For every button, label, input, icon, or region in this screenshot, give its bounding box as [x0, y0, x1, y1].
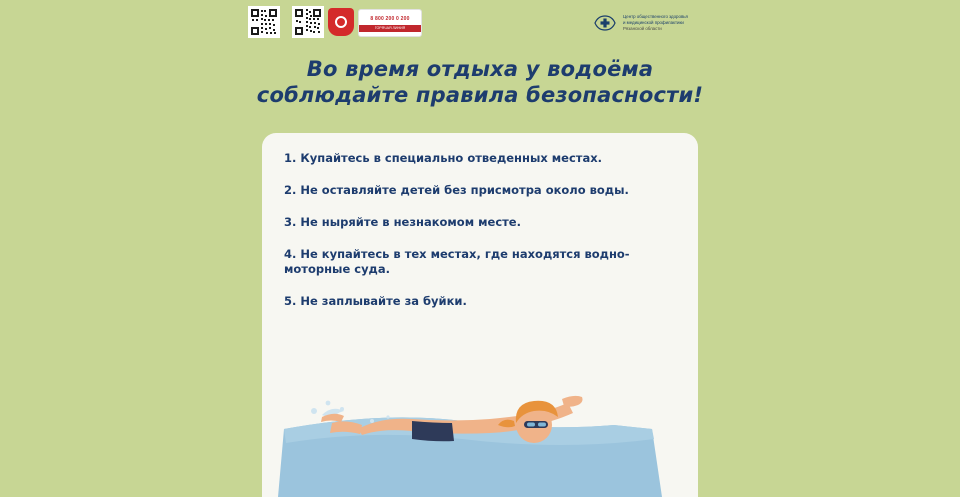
rules-card [262, 133, 698, 497]
organization-logo [592, 4, 720, 42]
page-title [0, 56, 960, 108]
headline-line-2: соблюдайте правила безопасности! [256, 83, 704, 107]
qr-code-icon[interactable] [292, 6, 324, 38]
list-item: 3. Не ныряйте в незнакомом месте. [284, 215, 521, 229]
top-logo-strip [0, 0, 960, 46]
list-item: 5. Не заплывайте за буйки. [284, 294, 467, 308]
list-item: 4. Не купайтесь в тех местах, где находятся водно-моторные суда. [284, 247, 630, 276]
qr-code-icon[interactable] [248, 6, 280, 38]
hotline-badge [358, 9, 422, 37]
organization-line-3: Рязанской области [623, 26, 662, 31]
organization-line-2: и медицинской профилактики [623, 20, 684, 25]
shield-emblem-icon [328, 8, 354, 36]
hotline-caption: ГОРЯЧАЯ ЛИНИЯ [359, 25, 421, 32]
list-item: 1. Купайтесь в специально отведенных местах. [284, 151, 602, 165]
hotline-number: 8 800 200 0 200 [370, 16, 410, 22]
organization-line-1: Центр общественного здоровья [623, 14, 688, 19]
headline-line-1: Во время отдыха у водоёма [306, 57, 654, 81]
swimmer-illustration [262, 377, 698, 497]
medical-cross-icon [592, 10, 618, 36]
list-item: 2. Не оставляйте детей без присмотра около воды. [284, 183, 629, 197]
rules-list [284, 151, 678, 309]
